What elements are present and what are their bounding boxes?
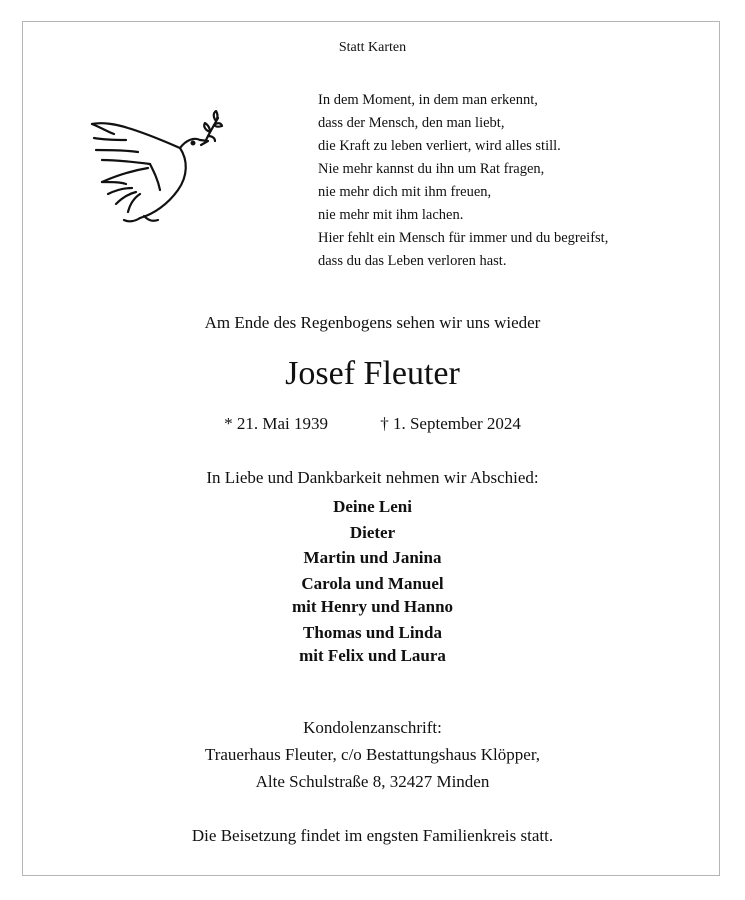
mourner-line: Deine Leni: [333, 497, 412, 516]
burial-note: Die Beisetzung findet im engsten Familienkreis statt.: [191, 826, 554, 845]
poem-line: In dem Moment, in dem man erkennt,: [318, 92, 538, 108]
mourner-group: [0, 572, 745, 619]
mourner-line: Thomas und Linda: [303, 622, 442, 642]
farewell-intro: In Liebe und Dankbarkeit nehmen wir Abschied:: [206, 468, 539, 487]
mourner-group: [0, 495, 745, 519]
condolence-line: Trauerhaus Fleuter, c/o Bestattungshaus Klöpper,: [204, 745, 541, 764]
poem-line: dass der Mensch, den man liebt,: [318, 115, 505, 131]
poem-line: nie mehr dich mit ihm freuen,: [318, 184, 492, 200]
death-date: † 1. September 2024: [380, 414, 521, 433]
life-dates: [0, 414, 745, 434]
mourner-line: Dieter: [349, 522, 396, 542]
poem-line: die Kraft zu leben verliert, wird alles still.: [318, 138, 561, 154]
mourners-list: [0, 495, 745, 670]
deceased-name: Josef Fleuter: [285, 355, 460, 392]
birth-date: * 21. Mai 1939: [224, 414, 328, 433]
mourner-line: Carola und Manuel: [301, 573, 444, 593]
mourner-line: mit Henry und Hanno: [291, 597, 454, 616]
mourner-group: [0, 521, 745, 545]
poem-line: Nie mehr kannst du ihn um Rat fragen,: [318, 161, 545, 177]
statt-karten-label: Statt Karten: [338, 40, 407, 55]
condolence-heading: Kondolenzanschrift:: [303, 718, 442, 737]
condolence-address: [0, 714, 745, 795]
dove-with-olive-branch-icon: [88, 110, 228, 225]
mourner-group: [0, 546, 745, 570]
mourner-group: [0, 621, 745, 668]
motto: Am Ende des Regenbogens sehen wir uns wieder: [204, 313, 541, 332]
poem-line: nie mehr mit ihm lachen.: [318, 207, 464, 223]
poem-line: Hier fehlt ein Mensch für immer und du begreifst,: [318, 230, 609, 246]
poem-line: dass du das Leben verloren hast.: [318, 253, 507, 269]
mourner-line: Martin und Janina: [303, 548, 442, 567]
condolence-line: Alte Schulstraße 8, 32427 Minden: [255, 772, 490, 791]
mourner-line: mit Felix und Laura: [299, 646, 446, 665]
poem: [318, 89, 608, 273]
